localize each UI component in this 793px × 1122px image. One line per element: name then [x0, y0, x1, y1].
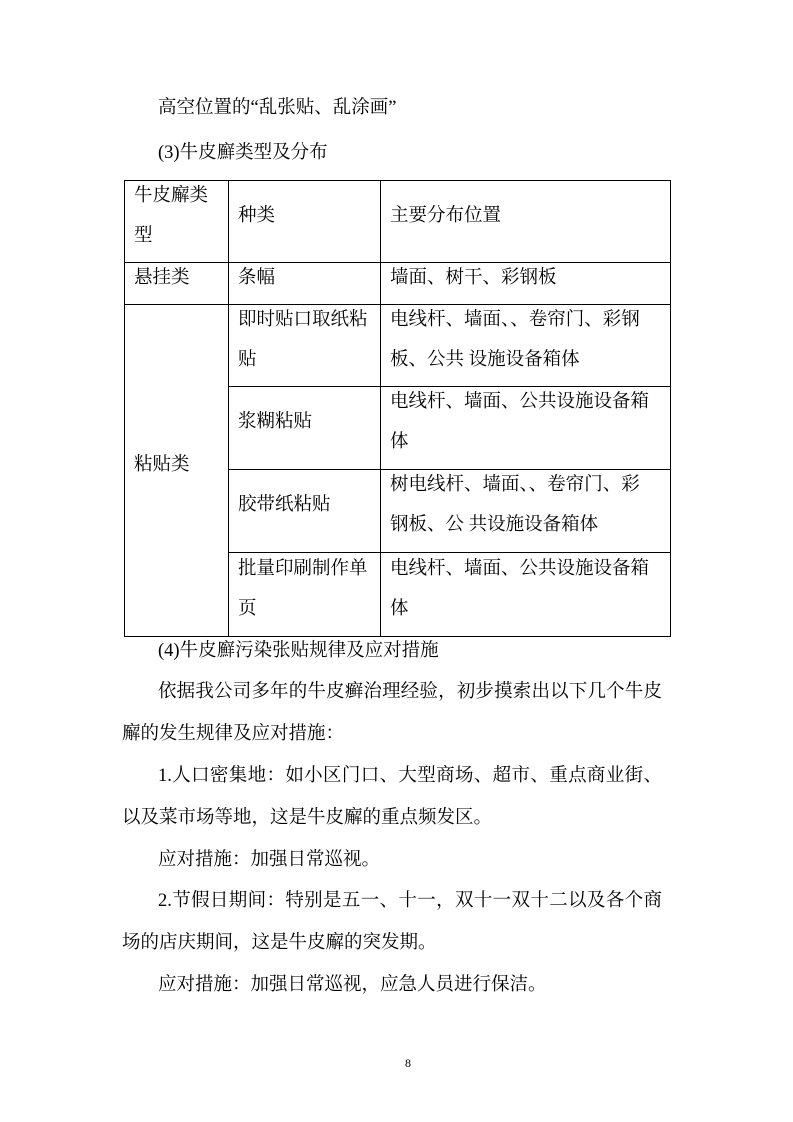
cell-line: 贴 — [238, 349, 257, 370]
location-cell — [381, 553, 671, 637]
cell-line: 粘贴类 — [134, 454, 190, 475]
section-4-heading: (4)牛皮廯污染张贴规律及应对措施 — [158, 641, 439, 661]
cell-line: 体 — [390, 432, 409, 452]
paragraph-line: 应对措施：加强日常巡视，应急人员进行保洁。 — [158, 975, 547, 995]
paragraph-line: 以及菜市场等地，这是牛皮廨的重点频发区。 — [122, 808, 493, 828]
cell-line: 即时贴口取纸粘 — [238, 309, 368, 330]
cell-line: 批量印刷制作单 — [238, 558, 368, 579]
kind-cell — [229, 263, 381, 305]
paragraph-line: 1.人口密集地：如小区门口、大型商场、超市、重点商业街、 — [158, 766, 662, 786]
section-3-heading-block — [122, 132, 662, 174]
section-3-heading: (3)牛皮廯类型及分布 — [158, 143, 328, 163]
paragraph — [122, 964, 662, 1006]
header-cell-location — [381, 181, 671, 263]
type-cell-merged — [125, 305, 229, 637]
cell-line: 板、公共 设施设备箱体 — [390, 349, 580, 370]
paragraph-line: 2.节假日期间：特别是五一、十一，双十一双十二以及各个商 — [158, 891, 662, 911]
cell-line: 条幅 — [238, 267, 276, 288]
cell-line: 页 — [238, 598, 257, 619]
paragraph — [122, 880, 662, 964]
paragraph-line: 场的店庆期间，这是牛皮廨的突发期。 — [122, 933, 437, 953]
header-cell-type — [125, 181, 229, 263]
page-number: 8 — [405, 1056, 411, 1070]
kind-cell — [229, 553, 381, 637]
type-cell — [125, 263, 229, 305]
cell-line: 电线杆、墙面、公共设施设备箱 — [390, 558, 650, 579]
kind-cell — [229, 387, 381, 470]
cell-line: 树电线杆、墙面、、卷帘门、彩 — [390, 475, 640, 495]
paragraph-line: 应对措施：加强日常巡视。 — [158, 850, 381, 870]
cell-line: 墙面、树干、彩钢板 — [390, 267, 557, 288]
paragraph — [122, 839, 662, 881]
kind-cell — [229, 470, 381, 553]
location-cell — [381, 470, 671, 553]
paragraph-line: 依据我公司多年的牛皮癣治理经验，初步摸索出以下几个牛皮 — [158, 682, 662, 702]
cell-line: 牛皮廨类 — [134, 185, 209, 206]
location-cell — [381, 305, 671, 387]
table-row — [125, 305, 671, 387]
cell-line: 电线杆、墙面、、卷帘门、彩钢 — [390, 309, 640, 330]
cell-line: 主要分布位置 — [390, 205, 502, 226]
cell-line: 种类 — [238, 205, 276, 226]
location-cell — [381, 263, 671, 305]
cell-line: 钢板、公 共设施设备箱体 — [390, 515, 599, 535]
cell-line: 胶带纸粘贴 — [238, 495, 331, 515]
location-cell — [381, 387, 671, 470]
paragraph-line: 廨的发生规律及应对措施： — [122, 724, 345, 744]
header-cell-kind — [229, 181, 381, 263]
cell-line: 型 — [134, 225, 153, 246]
cell-line: 体 — [390, 598, 409, 619]
paragraph — [122, 755, 662, 839]
cell-line: 电线杆、墙面、公共设施设备箱 — [390, 392, 650, 412]
poster-type-table — [124, 180, 671, 637]
table-row — [125, 263, 671, 305]
intro-block — [122, 87, 662, 129]
kind-cell — [229, 305, 381, 387]
paragraph — [122, 671, 662, 755]
cell-line: 浆糊粘贴 — [238, 412, 313, 432]
section-4-heading-block — [122, 630, 662, 672]
continuation-line: 高空位置的“乱张贴、乱涂画” — [158, 98, 397, 118]
cell-line: 悬挂类 — [134, 267, 190, 288]
table-header-row — [125, 181, 671, 263]
